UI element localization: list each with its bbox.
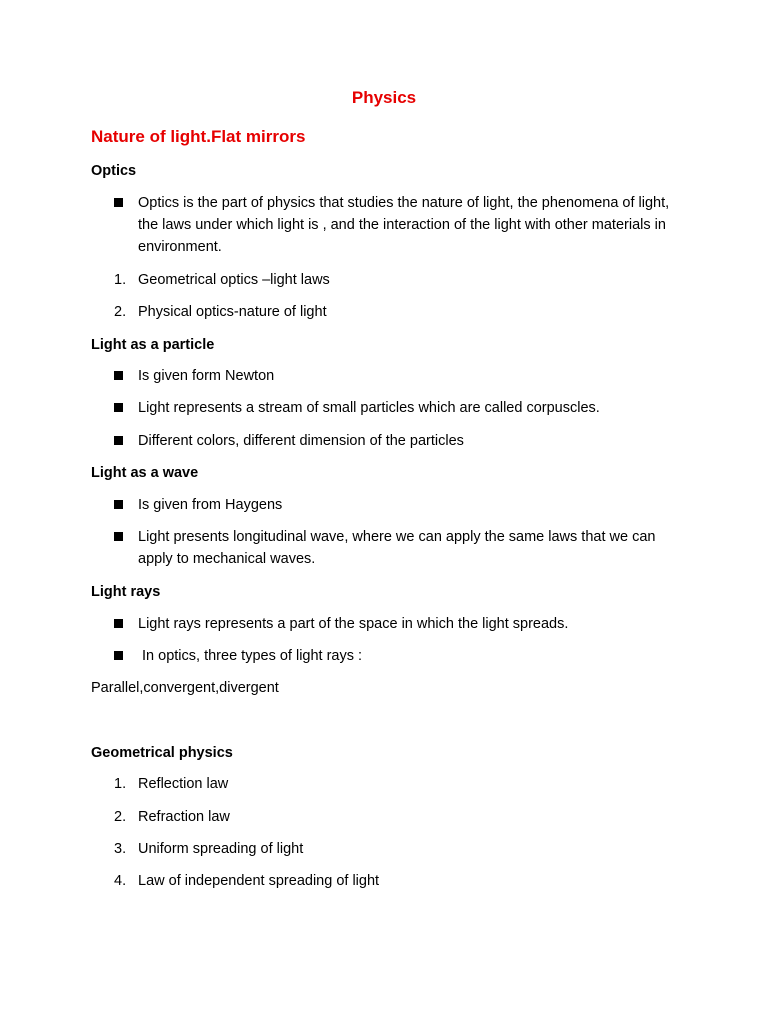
light-ray-types: Parallel,convergent,divergent [91,680,279,696]
list-item-text: In optics, three types of light rays : [138,648,363,664]
list-item [114,397,684,419]
list-item-text: Different colors, different dimension of the particles [138,433,464,449]
square-bullet-icon [114,198,123,207]
list-item-text: Is given form Newton [138,368,275,384]
square-bullet-icon [114,436,123,445]
numbered-item [114,838,684,860]
numbered-item [114,870,684,892]
numbered-item-text: Refraction law [138,809,230,825]
section-heading-rays: Light rays [91,584,161,600]
section-heading-optics: Optics [91,163,137,179]
numbered-item-text: Geometrical optics –light laws [138,272,330,288]
list-item [114,645,684,667]
numbered-item-text: Reflection law [138,776,229,792]
numbered-item [114,806,684,828]
item-number: 1. [114,776,127,792]
page-subtitle: Nature of light.Flat mirrors [91,127,306,146]
item-number: 2. [114,304,127,320]
numbered-item-text: Uniform spreading of light [138,841,304,857]
item-number: 3. [114,841,127,857]
page-title: Physics [351,88,417,107]
numbered-item [114,773,684,795]
section-heading-particle: Light as a particle [91,337,215,353]
numbered-item [114,301,684,323]
list-item-text: Light presents longitudinal wave, where we can apply the same laws that we can apply to mechanical waves. [138,529,656,567]
section-heading-wave: Light as a wave [91,465,199,481]
square-bullet-icon [114,403,123,412]
item-number: 1. [114,272,127,288]
square-bullet-icon [114,532,123,541]
section-heading-geometrical: Geometrical physics [91,745,233,761]
list-item-text: Optics is the part of physics that studies the nature of light, the phenomena of light, the laws under which light is , and the interaction of the light with other materials in environment. [138,195,670,255]
list-item-text: Light rays represents a part of the space in which the light spreads. [138,616,569,632]
square-bullet-icon [114,500,123,509]
list-item [114,365,684,387]
list-item [114,613,684,635]
item-number: 4. [114,873,127,889]
list-item [114,430,684,452]
numbered-item-text: Physical optics-nature of light [138,304,327,320]
square-bullet-icon [114,619,123,628]
list-item-text: Light represents a stream of small particles which are called corpuscles. [138,400,600,416]
list-item [114,526,684,570]
numbered-item-text: Law of independent spreading of light [138,873,380,889]
list-item-text: Is given from Haygens [138,497,283,513]
square-bullet-icon [114,371,123,380]
list-item [114,494,684,516]
list-item [114,192,684,258]
item-number: 2. [114,809,127,825]
square-bullet-icon [114,651,123,660]
numbered-item [114,269,684,291]
